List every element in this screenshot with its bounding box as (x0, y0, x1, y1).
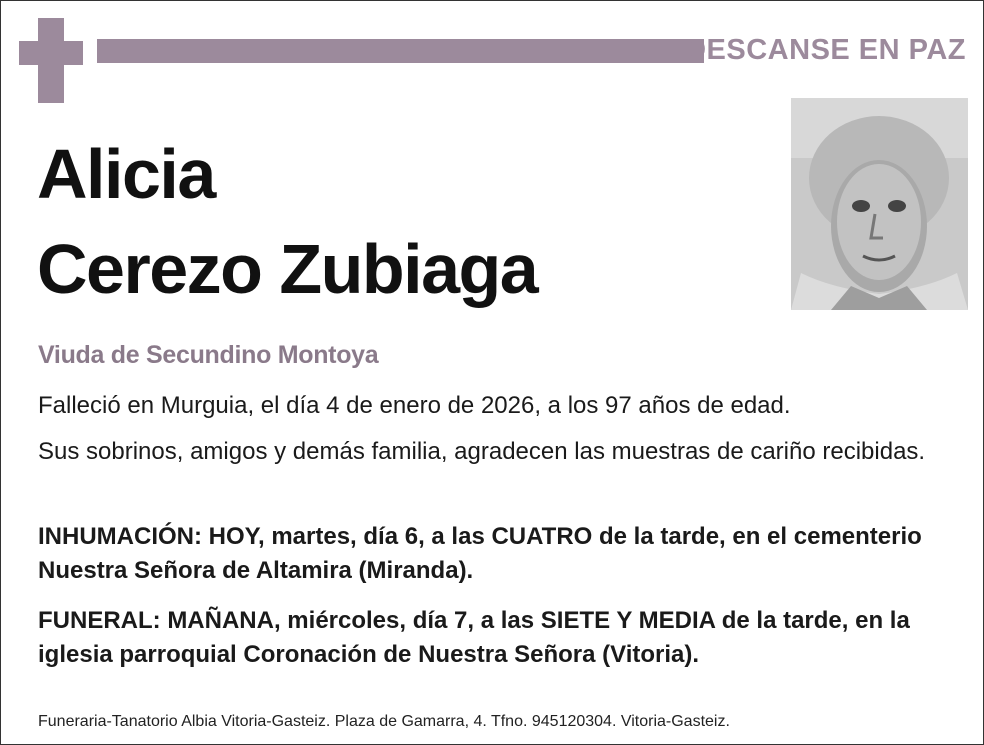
deceased-first-name: Alicia (37, 135, 215, 213)
funeral-details: FUNERAL: MAÑANA, miércoles, día 7, a las SIETE Y MEDIA de la tarde, en la iglesia parroquial Coronación de Nuestra Señora (Vitoria). (38, 607, 910, 668)
portrait-photo (791, 98, 968, 310)
widow-of-line: Viuda de Secundino Montoya (38, 341, 379, 369)
header-rule (97, 39, 704, 63)
rest-in-peace-banner: DESCANSE EN PAZ (685, 34, 966, 66)
family-thanks: Sus sobrinos, amigos y demás familia, agradecen las muestras de cariño recibidas. (38, 438, 926, 465)
funeral-home-footer: Funeraria-Tanatorio Albia Vitoria-Gasteiz. Plaza de Gamarra, 4. Tfno. 945120304. Vitoria-Gasteiz. (38, 713, 730, 730)
death-notice: Falleció en Murguia, el día 4 de enero de 2026, a los 97 años de edad. (38, 392, 791, 419)
deceased-surnames: Cerezo Zubiaga (37, 230, 538, 308)
burial-details: INHUMACIÓN: HOY, martes, día 6, a las CUATRO de la tarde, en el cementerio Nuestra Señora de Altamira (Miranda). (38, 523, 922, 584)
